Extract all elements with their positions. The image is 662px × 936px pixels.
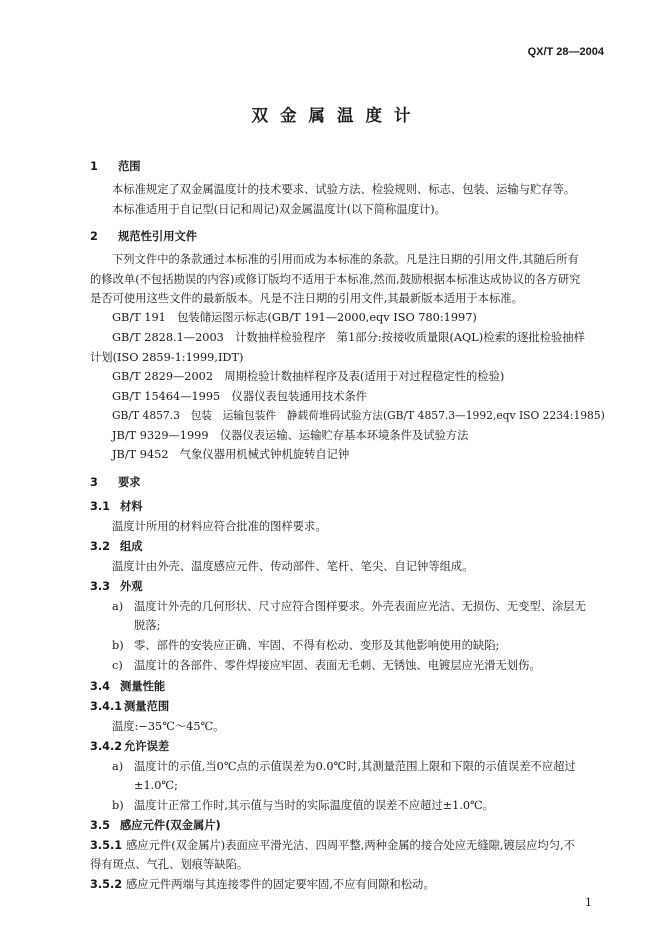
section-title: 组成 [120, 540, 143, 553]
reference-item: GB/T 191 包装储运图示标志(GB/T 191—2000,eqv ISO 780:1997) [112, 311, 477, 324]
list-item-text: 温度计的各部件、零件焊接应牢固、表面无毛刺、无锈蚀、电镀层应光滑无划伤。 [134, 659, 541, 672]
list-item-text: ±1.0℃; [134, 779, 178, 792]
paragraph-line: 下列文件中的条款通过本标准的引用而成为本标准的条款。凡是注日期的引用文件,其随后所有 [112, 253, 579, 266]
section-number: 1 [90, 160, 98, 173]
standard-code: QX/T 28—2004 [527, 46, 604, 58]
paragraph: 温度:−35℃～45℃。 [112, 720, 225, 733]
section-title: 规范性引用文件 [118, 230, 198, 243]
section-title: 测量性能 [120, 680, 166, 693]
paragraph-line: 的修改单(不包括勘误的内容)或修订版均不适用于本标准,然而,鼓励根据本标准达成协议的各方研究 [90, 273, 581, 286]
reference-item: JB/T 9329—1999 仪器仪表运输、运输贮存基本环境条件及试验方法 [112, 429, 469, 442]
section-title: 范围 [118, 160, 141, 173]
paragraph: 本标准规定了双金属温度计的技术要求、试验方法、检验规则、标志、包装、运输与贮存等。 [112, 183, 576, 196]
paragraph: 本标准适用于自记型(日记和周记)双金属温度计(以下简称温度计)。 [112, 203, 446, 216]
list-item-text: 零、部件的安装应正确、牢固、不得有松动、变形及其他影响使用的缺陷; [134, 639, 500, 652]
section-number: 3.4.1 [90, 700, 123, 713]
list-item-label: a) [112, 760, 124, 773]
list-item-text: 温度计外壳的几何形状、尺寸应符合图样要求。外壳表面应光洁、无损伤、无变型、涂层无 [134, 600, 586, 613]
section-number: 3.5.2 [90, 878, 123, 891]
section-number: 3.4.2 [90, 740, 123, 753]
paragraph: 温度计由外壳、温度感应元件、传动部件、笔杆、笔尖、自记钟等组成。 [112, 560, 474, 573]
paragraph: 温度计所用的材料应符合批准的图样要求。 [112, 520, 327, 533]
section-number: 3.5 [90, 819, 111, 832]
subsection-3-5-heading [90, 819, 221, 833]
section-number: 3 [90, 476, 98, 489]
reference-item: 计划(ISO 2859-1:1999,IDT) [90, 351, 244, 364]
section-number: 3.2 [90, 540, 111, 553]
subsection-3-5-2 [90, 878, 435, 892]
paragraph-line: 感应元件(双金属片)表面应平滑光洁、四周平整,两种金属的接合处应无缝隙,镀层应均匀,不 [126, 839, 575, 852]
list-item-label: a) [112, 600, 124, 613]
reference-item: JB/T 9452 气象仪器用机械式钟机旋转自记钟 [112, 448, 350, 461]
section-title: 允许误差 [124, 740, 170, 753]
paragraph-line: 感应元件两端与其连接零件的固定要牢固,不应有间隙和松动。 [126, 878, 435, 891]
subsection-3-3-heading [90, 580, 143, 594]
reference-item: GB/T 2829—2002 周期检验计数抽样程序及表(适用于对过程稳定性的检验) [112, 370, 505, 383]
section-title: 测量范围 [124, 700, 170, 713]
section-number: 3.1 [90, 500, 111, 513]
list-item-label: c) [112, 659, 123, 672]
reference-item: GB/T 15464—1995 仪器仪表包装通用技术条件 [112, 390, 368, 403]
list-item-label: b) [112, 639, 124, 652]
list-item-text: 温度计正常工作时,其示值与当时的实际温度值的误差不应超过±1.0℃。 [134, 799, 494, 812]
paragraph-line: 是否可使用这些文件的最新版本。凡是不注日期的引用文件,其最新版本适用于本标准。 [90, 292, 523, 305]
list-item-text: 脱落; [134, 619, 161, 632]
section-title: 要求 [118, 476, 141, 489]
reference-item: GB/T 4857.3 包装 运输包装件 静载荷堆码试验方法(GB/T 4857.3—1992,eqv ISO 2234:1985) [112, 409, 605, 422]
page-number: 1 [585, 896, 592, 909]
section-number: 3.4 [90, 680, 111, 693]
section-number: 3.3 [90, 580, 111, 593]
section-2-heading [90, 230, 197, 244]
subsection-3-5-1 [90, 839, 575, 853]
list-item-text: 温度计的示值,当0℃点的示值误差为0.0℃时,其测量范围上限和下限的示值误差不应超过 [134, 760, 576, 773]
section-1-heading [90, 160, 141, 174]
subsection-3-2-heading [90, 540, 143, 554]
document-title: 双金属温度计 [251, 106, 423, 125]
section-title: 材料 [120, 500, 143, 513]
section-number: 3.5.1 [90, 839, 123, 852]
subsection-3-1-heading [90, 500, 143, 514]
subsection-3-4-heading [90, 680, 165, 694]
section-3-heading [90, 476, 141, 490]
section-title: 感应元件(双金属片) [120, 819, 221, 832]
reference-item: GB/T 2828.1—2003 计数抽样检验程序 第1部分:按接收质量限(AQL)检索的逐批检验抽样 [112, 331, 585, 344]
section-number: 2 [90, 230, 98, 243]
paragraph-line: 得有斑点、气孔、划痕等缺陷。 [90, 858, 249, 871]
subsection-3-4-1-heading [90, 700, 169, 714]
section-title: 外观 [120, 580, 143, 593]
list-item-label: b) [112, 799, 124, 812]
subsection-3-4-2-heading [90, 740, 169, 754]
